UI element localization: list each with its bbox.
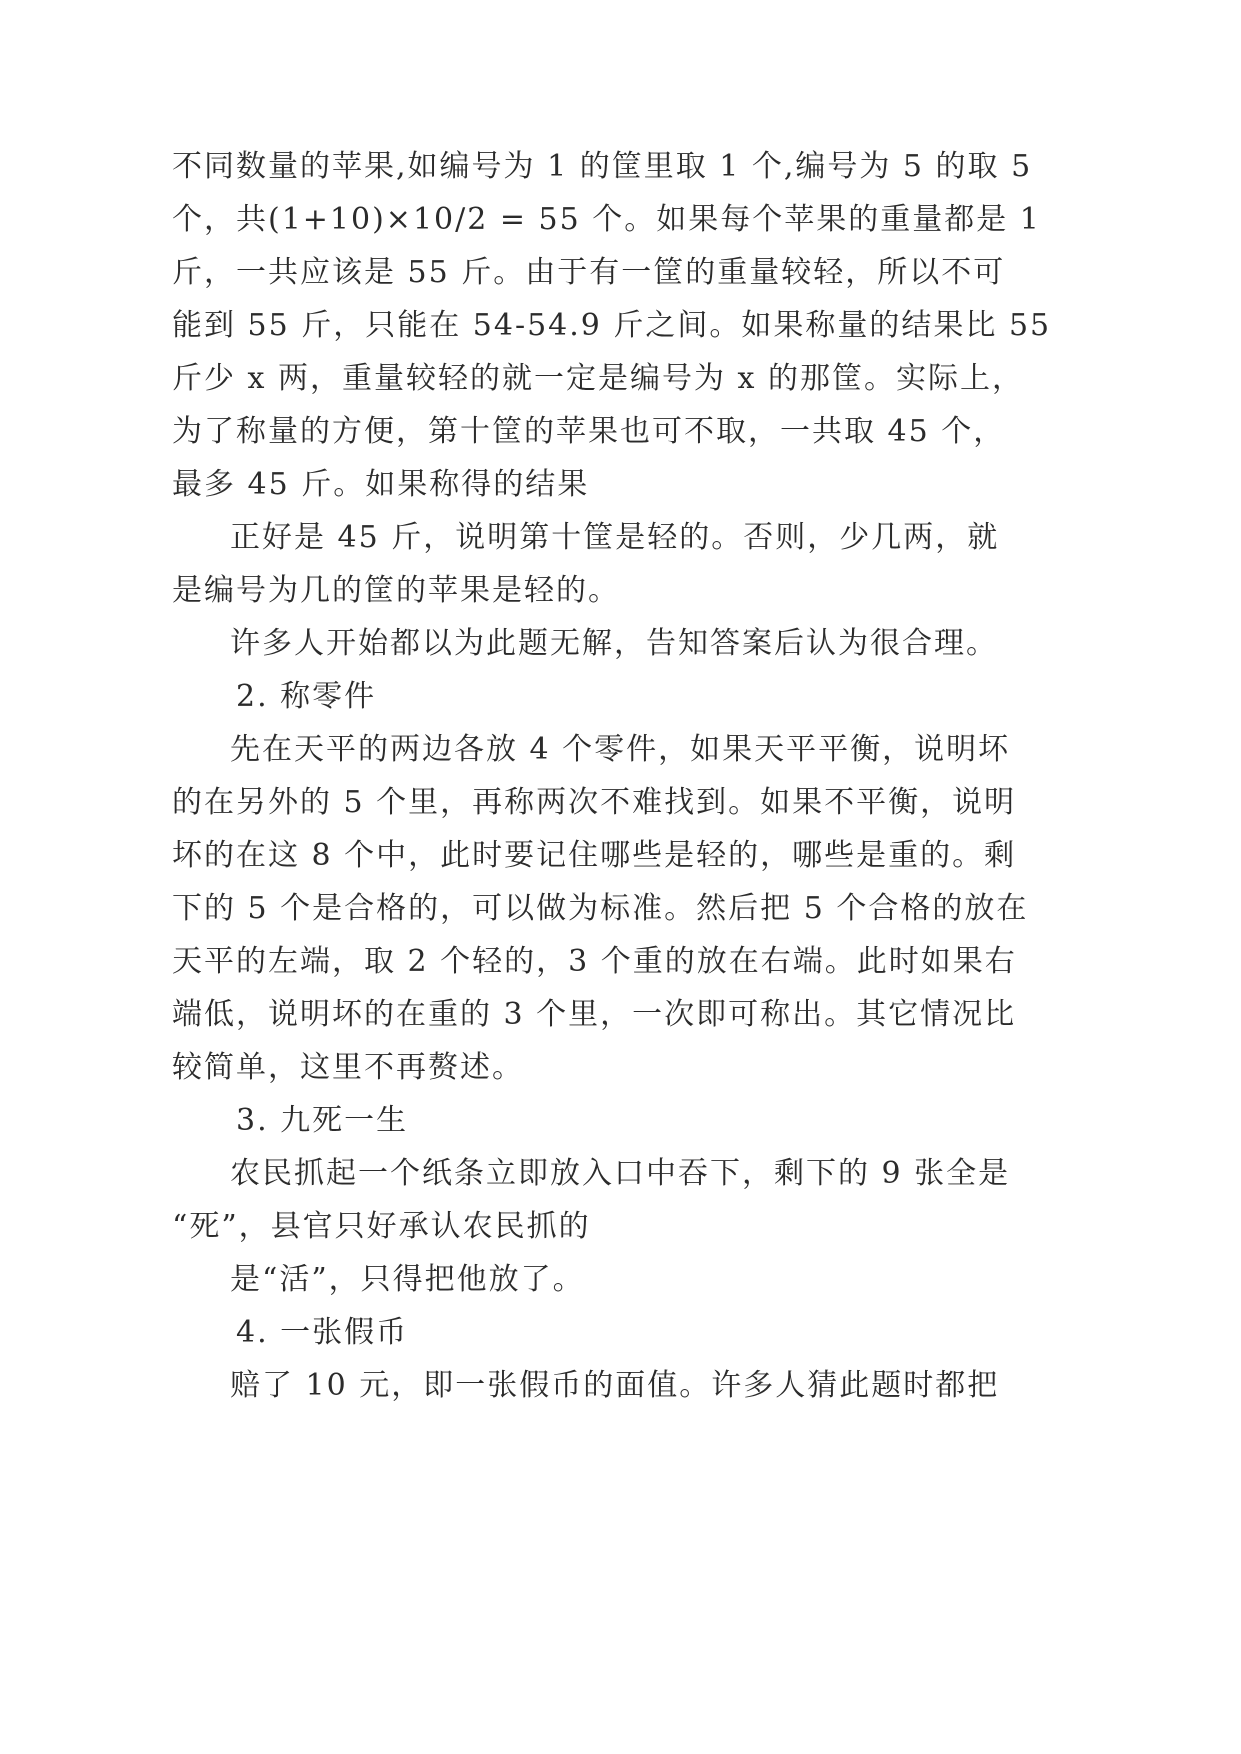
paragraph-line: 端低，说明坏的在重的 3 个里，一次即可称出。其它情况比 — [172, 997, 1017, 1032]
paragraph-line: 较简单，这里不再赘述。 — [172, 1050, 524, 1085]
paragraph-line: 许多人开始都以为此题无解，告知答案后认为很合理。 — [230, 626, 998, 661]
paragraph-line: 先在天平的两边各放 4 个零件，如果天平平衡，说明坏 — [230, 732, 1011, 767]
paragraph-line: 正好是 45 斤，说明第十筐是轻的。否则，少几两，就 — [230, 520, 1000, 555]
paragraph-line: 斤，一共应该是 55 斤。由于有一筐的重量较轻，所以不可 — [172, 255, 1006, 290]
paragraph-line: 为了称量的方便，第十筐的苹果也可不取，一共取 45 个， — [172, 414, 1006, 449]
paragraph-line: 赔了 10 元，即一张假币的面值。许多人猜此题时都把 — [230, 1368, 1000, 1403]
paragraph-line: 下的 5 个是合格的，可以做为标准。然后把 5 个合格的放在 — [172, 891, 1029, 926]
paragraph-line: 是“活”，只得把他放了。 — [230, 1262, 585, 1297]
paragraph-line: 农民抓起一个纸条立即放入口中吞下，剩下的 9 张全是 — [230, 1156, 1011, 1191]
paragraph-line: 个，共(1+10)×10/2 = 55 个。如果每个苹果的重量都是 1 — [172, 202, 1041, 237]
paragraph-line: 的在另外的 5 个里，再称两次不难找到。如果不平衡，说明 — [172, 785, 1017, 820]
paragraph-line: 天平的左端，取 2 个轻的，3 个重的放在右端。此时如果右 — [172, 944, 1017, 979]
section-heading: 4. 一张假币 — [236, 1315, 409, 1350]
paragraph-line: 不同数量的苹果,如编号为 1 的筐里取 1 个,编号为 5 的取 5 — [172, 149, 1033, 184]
paragraph-line: 能到 55 斤，只能在 54-54.9 斤之间。如果称量的结果比 55 — [172, 308, 1052, 343]
paragraph-line: 斤少 x 两，重量较轻的就一定是编号为 x 的那筐。实际上， — [172, 361, 1024, 396]
paragraph-line: 坏的在这 8 个中，此时要记住哪些是轻的，哪些是重的。剩 — [172, 838, 1017, 873]
paragraph-line: 最多 45 斤。如果称得的结果 — [172, 467, 590, 502]
section-heading: 3. 九死一生 — [236, 1103, 409, 1138]
paragraph-line: 是编号为几的筐的苹果是轻的。 — [172, 573, 620, 608]
paragraph-line: “死”，县官只好承认农民抓的 — [172, 1209, 591, 1244]
section-heading: 2. 称零件 — [236, 679, 377, 714]
